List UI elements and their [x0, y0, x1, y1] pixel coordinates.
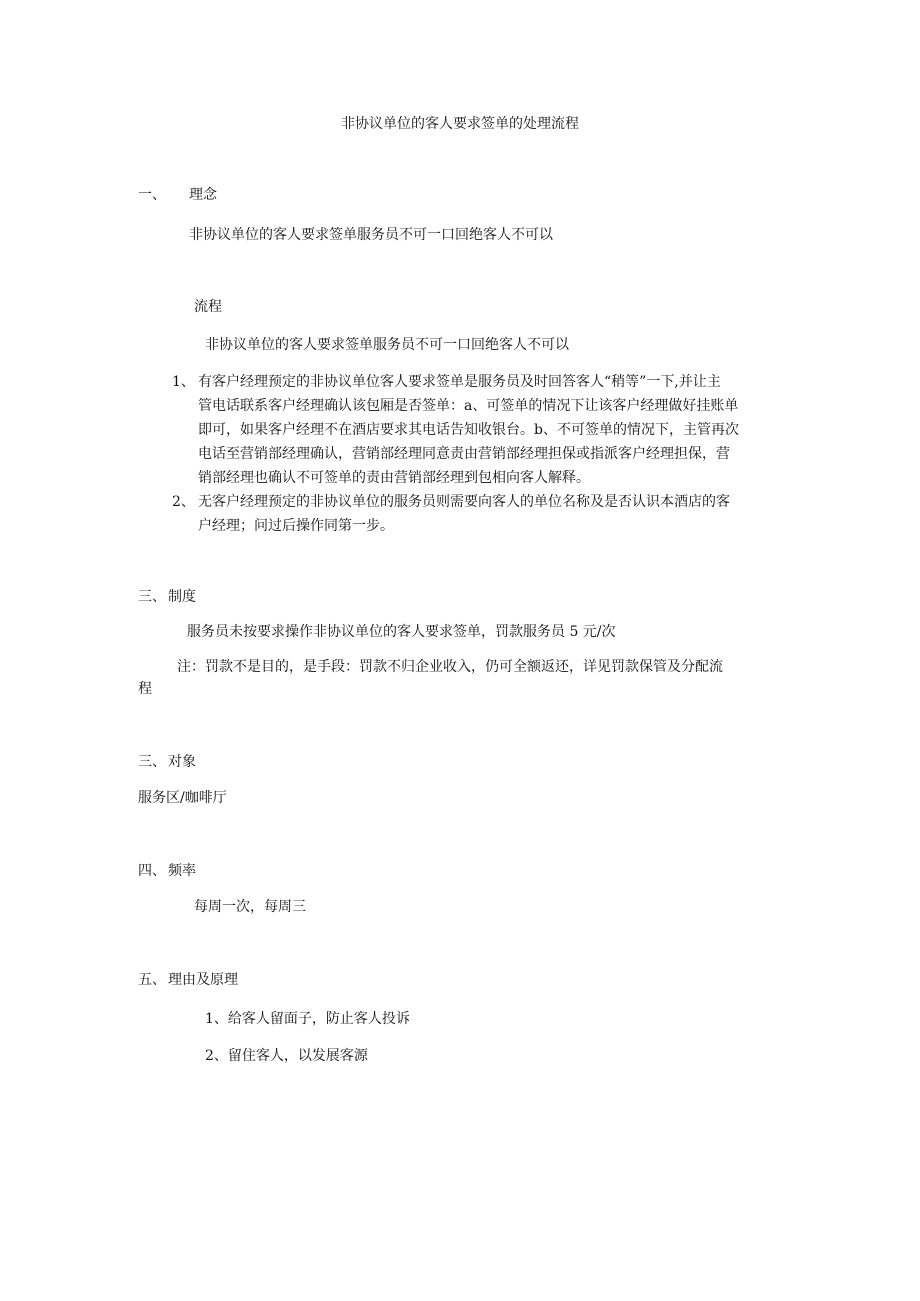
- section-3-note: 注：罚款不是目的，是手段：罚款不归企业收入，仍可全额返还，详见罚款保管及分配流: [177, 659, 723, 675]
- section-3-heading: 制度: [168, 589, 196, 605]
- section-4-text: 服务区/咖啡厅: [138, 790, 227, 806]
- process-item-line: 有客户经理预定的非协议单位客人要求签单是服务员及时回答客人“稍等”一下,并让主: [198, 374, 721, 390]
- process-item-line: 电话至营销部经理确认，营销部经理同意责由营销部经理担保或指派客户经理担保，营: [198, 446, 730, 462]
- process-item-number: 1、: [172, 374, 195, 390]
- process-item-number: 2、: [172, 494, 195, 510]
- section-3-note-continued: 程: [138, 681, 152, 697]
- section-6-number: 五、: [138, 972, 166, 988]
- process-item-line: 管电话联系客户经理确认该包厢是否签单：a、可签单的情况下让该客户经理做好挂账单: [198, 398, 739, 414]
- section-1-text: 非协议单位的客人要求签单服务员不可一口回绝客人不可以: [189, 227, 553, 243]
- process-item-line: 销部经理也确认不可签单的责由营销部经理到包相向客人解释。: [198, 470, 590, 486]
- section-4-number: 三、: [138, 754, 166, 770]
- section-6-heading: 理由及原理: [168, 972, 238, 988]
- reason-item: 2、留住客人，以发展客源: [205, 1048, 368, 1064]
- document-title: 非协议单位的客人要求签单的处理流程: [341, 116, 579, 132]
- reason-item: 1、给客人留面子，防止客人投诉: [205, 1011, 410, 1027]
- section-2-heading: 流程: [194, 299, 222, 315]
- section-5-heading: 频率: [168, 863, 196, 879]
- section-2-intro: 非协议单位的客人要求签单服务员不可一口回绝客人不可以: [205, 337, 569, 353]
- process-item-line: 无客户经理预定的非协议单位的服务员则需要向客人的单位名称及是否认识本酒店的客: [198, 494, 730, 510]
- section-3-number: 三、: [138, 589, 166, 605]
- process-item-line: 即可，如果客户经理不在酒店要求其电话告知收银台。b、不可签单的情况下，主管再次: [198, 422, 739, 438]
- section-1-heading: 理念: [189, 187, 217, 203]
- section-1-number: 一、: [138, 187, 166, 203]
- section-5-number: 四、: [138, 863, 166, 879]
- section-5-text: 每周一次，每周三: [194, 899, 306, 915]
- section-3-text: 服务员未按要求操作非协议单位的客人要求签单，罚款服务员 5 元/次: [187, 624, 616, 640]
- section-4-heading: 对象: [168, 754, 196, 770]
- process-item-line: 户经理；问过后操作同第一步。: [198, 518, 394, 534]
